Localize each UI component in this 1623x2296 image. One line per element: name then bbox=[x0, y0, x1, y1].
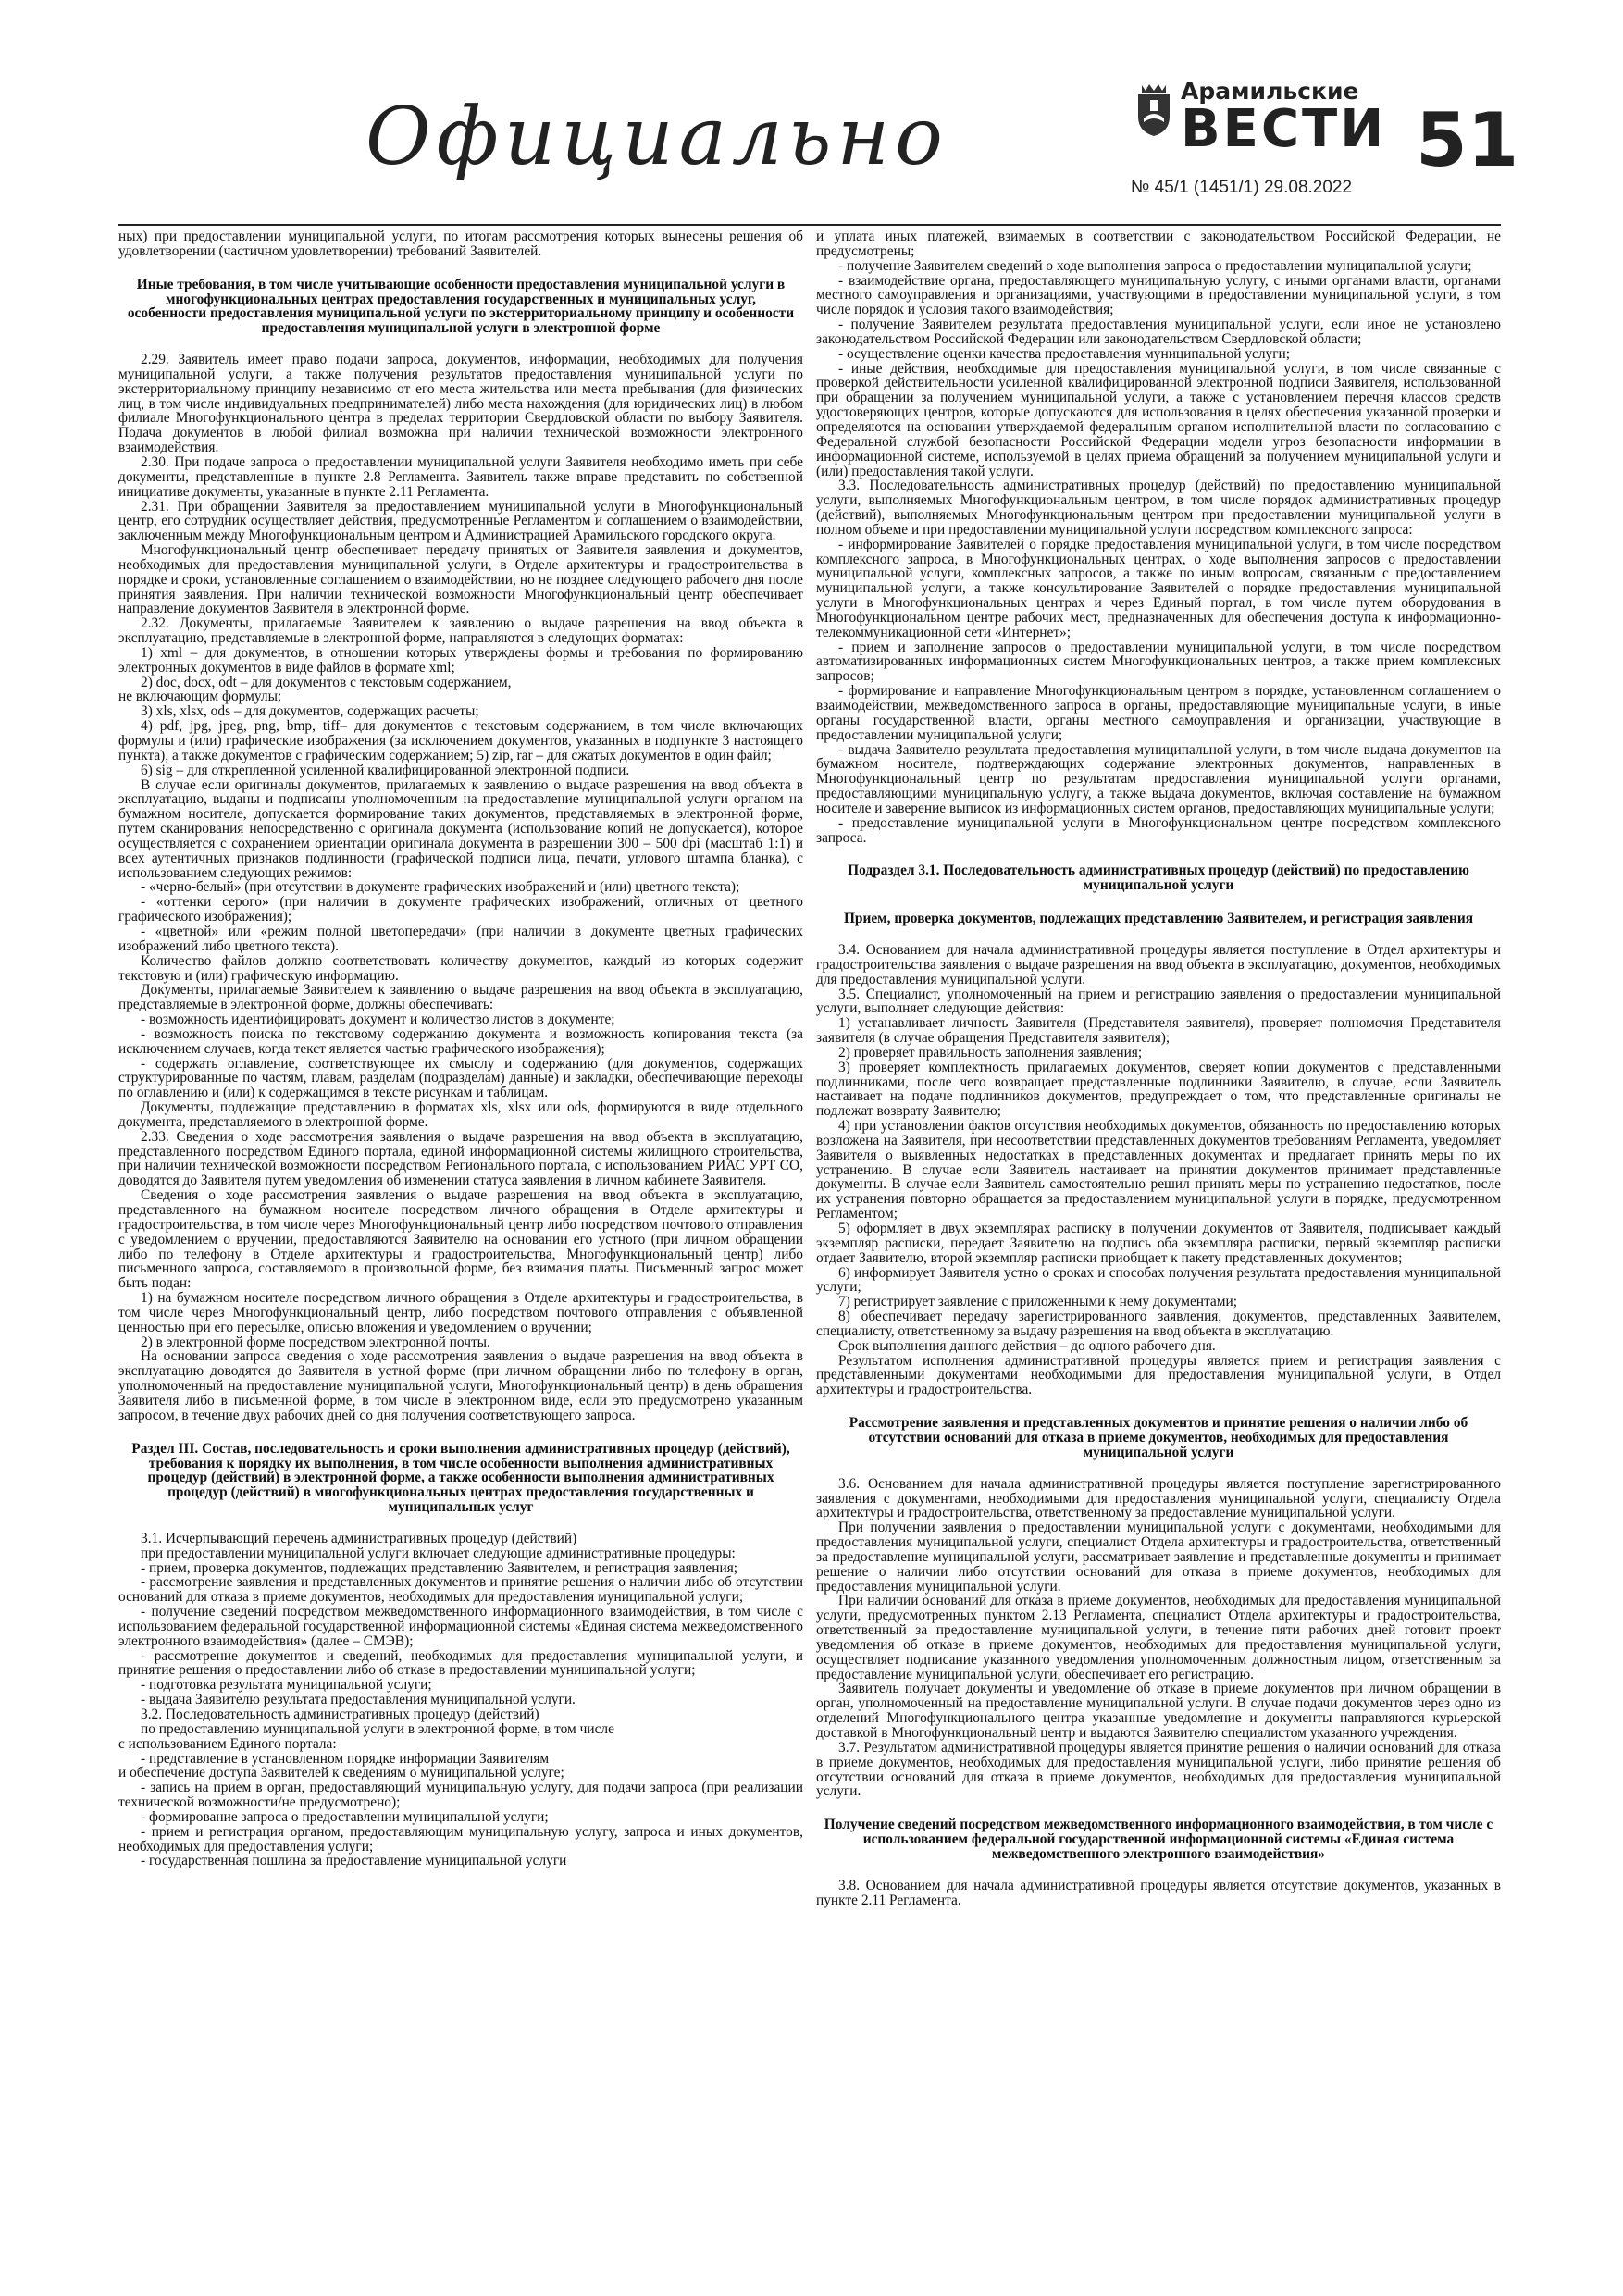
paragraph: 3.5. Специалист, уполномоченный на прием и регистрацию заявления о предоставлении муниципальной услуги, выполняет следующие действия: bbox=[816, 986, 1501, 1017]
paragraph: 6) информирует Заявителя устно о сроках и способах получения результата предоставления муниципальной услуги; bbox=[816, 1264, 1501, 1296]
paragraph: 3.8. Основанием для начала административной процедуры является отсутствие документов, указанных в пункте 2.11 Регламента. bbox=[816, 1877, 1501, 1908]
paragraph: - выдача Заявителю результата предоставления муниципальной услуги. bbox=[141, 1692, 576, 1708]
issue-line: № 45/1 (1451/1) 29.08.2022 bbox=[1131, 178, 1353, 197]
paragraph: Количество файлов должно соответствовать количеству документов, каждый из которых содержит текстовую и (или) графическую информацию. bbox=[118, 952, 803, 984]
paragraph: - формирование запроса о предоставлении муниципальной услуги; bbox=[141, 1808, 549, 1825]
paragraph: - представление в установленном порядке информации Заявителям bbox=[141, 1750, 550, 1767]
paragraph: с использованием Единого портала: bbox=[118, 1735, 337, 1752]
paragraph: 3) проверяет комплектность прилагаемых документов, сверяет копии документов с представленными подлинниками, после чего возвращает представленные подлинники Заявителю, в случае, если Заявитель настаивает на подаче подлинников документов, предупреждает о том, что представленные оригиналы не подлежат возврату Заявителю; bbox=[816, 1059, 1501, 1120]
paragraph: Документы, подлежащие представлению в форматах xls, xlsx или ods, формируются в виде отдельного документа, представляемого в электронной форме. bbox=[118, 1099, 803, 1130]
paragraph: и обеспечение доступа Заявителей к сведениям о муниципальной услуге; bbox=[118, 1765, 564, 1781]
paragraph: 1) на бумажном носителе посредством личного обращения в Отделе архитектуры и градостроительства, в том числе через Многофункциональный центр, либо посредством почтового отправления с объявленной ценностью при его пересылке, описью вложения и уведомлением о вручении; bbox=[118, 1290, 803, 1335]
paragraph: 1) xml – для документов, в отношении которых утверждены формы и требования по формированию электронных документов в виде файлов в формате xml; bbox=[118, 644, 803, 676]
paragraph: - взаимодействие органа, предоставляющего муниципальную услугу, с иными органами власти, органами местного самоуправления и организациями, участвующими в предоставлении муниципальной услуги, в том числе порядок и условия такого взаимодействия; bbox=[816, 272, 1501, 318]
logo-main-text: ВЕСТИ bbox=[1181, 99, 1387, 159]
paragraph: - «цветной» или «режим полной цветопередачи» (при наличии в документе цветных графических изображений либо цветного текста). bbox=[118, 923, 803, 954]
paragraph: Многофункциональный центр обеспечивает передачу принятых от Заявителя заявления и документов, необходимых для предоставления муниципальной услуги, в Отделе архитектуры и градостроительства в порядке и сроки, установленные соглашением о взаимодействии, но не позднее следующего рабочего дня после принятия заявления. При наличии технической возможности Многофункциональный центр обеспечивает направление документов Заявителя в электронной форме. bbox=[118, 542, 803, 617]
paragraph: - «оттенки серого» (при наличии в документе графических изображений, отличных от цветного графического изображения); bbox=[118, 894, 803, 925]
section-heading: Рассмотрение заявления и представленных документов и принятие решения о наличии либо об отсутствии оснований для отказа в приеме документов, необходимых для предоставления муниципальной услуги bbox=[849, 1415, 1468, 1460]
paragraph: 3.7. Результатом административной процедуры является принятие решения о наличии оснований для отказа в приеме документов, необходимых для предоставления муниципальной услуги, либо принятие решения об отсутствии оснований для отказа в приеме документов, необходимых для предоставления муниципальной услуги. bbox=[816, 1739, 1501, 1800]
section-heading: Иные требования, в том числе учитывающие особенности предоставления муниципальной услуги в многофункциональных центрах предоставления государственных и муниципальных услуг, особенности предоставления муниципальной услуги по экстерриториальному принципу и особенности предоставления муниципальной услуги в электронной форме bbox=[127, 276, 795, 337]
section-title: Официально bbox=[365, 91, 948, 183]
paragraph: - прием и регистрация органом, предоставляющим муниципальную услугу, запроса и иных документов, необходимых для предоставления услуги; bbox=[118, 1823, 803, 1855]
paragraph: - прием и заполнение запросов о предоставлении муниципальной услуги, в том числе посредством автоматизированных информационных систем Многофункциональных центров, а также прием комплексных запросов; bbox=[816, 639, 1501, 685]
section-heading: Подраздел 3.1. Последовательность административных процедур (действий) по предоставлению муниципальной услуги bbox=[848, 863, 1469, 894]
paragraph: - выдача Заявителю результата предоставления муниципальной услуги, в том числе выдача документов на бумажном носителе, подтверждающих содержание электронных документов, направленных в Многофункциональный центр по результатам предоставления муниципальной услуги органами, предоставляющими муниципальную услугу, а также выдача документов, включая составление на бумажном носителе и заверение выписок из информационных систем органов, предоставляющих муниципальные услуги; bbox=[816, 741, 1501, 816]
paragraph: 2.29. Заявитель имеет право подачи запроса, документов, информации, необходимых для получения муниципальной услуги, а также получения результатов предоставления муниципальной услуги по экстерриториальному принципу независимо от его места жительства или места пребывания (для физических лиц, в том числе индивидуальных предпринимателей) либо места нахождения (для юридических лиц) в любом филиале Многофункционального центра в пределах территории Свердловской области по выбору Заявителя. Подача документов в любой филиал возможна при наличии технической возможности электронного взаимодействия. bbox=[118, 352, 803, 456]
paragraph: 8) обеспечивает передачу зарегистрированного заявления, документов, представленных Заявителем, специалисту, ответственному за выдачу разрешения на ввод объекта в эксплуатацию. bbox=[816, 1309, 1501, 1339]
paragraph: Сведения о ходе рассмотрения заявления о выдаче разрешения на ввод объекта в эксплуатацию, представленного на бумажном носителе посредством личного обращения в Отделе архитектуры и градостроительства, в том числе через Многофункциональный центр либо посредством почтового отправления с уведомлением о вручении, предоставляются Заявителю на основании его устного (при личном обращении либо по телефону в Отделе архитектуры и градостроительства, Многофункциональный центр) либо письменного запроса, составляемого в произвольной форме, без взимания платы. Письменный запрос может быть подан: bbox=[118, 1187, 803, 1292]
paragraph: Срок выполнения данного действия – до одного рабочего дня. bbox=[838, 1337, 1216, 1354]
paragraph: 2.31. При обращении Заявителя за предоставлением муниципальной услуги в Многофункциональный центр, его сотрудник осуществляет действия, предусмотренные Регламентом и соглашением о взаимодействии, заключенным между Многофункциональным центром и Администрацией Арамильского городского округа. bbox=[118, 498, 803, 544]
paragraph: - содержать оглавление, соответствующее их смыслу и содержанию (для документов, содержащих структурированные по частям, главам, разделам (подразделам) данные) и закладки, обеспечивающие переходы по оглавлению и (или) к содержащимся в тексте рисункам и таблицам. bbox=[118, 1055, 803, 1101]
paragraph: Заявитель получает документы и уведомление об отказе в приеме документов при личном обращении в орган, уполномоченный на предоставление муниципальной услуги. В случае подачи документов через одно из отделений Многофункционального центра указанные уведомление и документы направляются курьерской доставкой в Многофункциональный центр и выдаются Заявителю специалистом указанного учреждения. bbox=[816, 1681, 1501, 1741]
paragraph: 3.3. Последовательность административных процедур (действий) по предоставлению муниципальной услуги, выполняемых Многофункциональным центром, в том числе порядок административных процедур (действий), выполняемых Многофункциональным центром при предоставлении муниципальной услуги в полном объеме и при предоставлении муниципальной услуги посредством комплексного запроса: bbox=[816, 478, 1501, 538]
paragraph: - запись на прием в орган, предоставляющий муниципальную услугу, для подачи запроса (при реализации технической возможности/не предусмотрено); bbox=[118, 1780, 803, 1811]
section-heading: Раздел III. Состав, последовательность и сроки выполнения административных процедур (действий), требования к порядку их выполнения, в том числе особенности выполнения административных процедур (действий) в электронной форме, а также особенности выполнения административных процедур (действий) в многофункциональных центрах предоставления государственных и муниципальных услуг bbox=[131, 1440, 790, 1516]
paragraph: - иные действия, необходимые для предоставления муниципальной услуги, в том числе связанные с проверкой действительности усиленной квалифицированной электронной подписи Заявителя, использованной при обращении за получением муниципальной услуги, а также с установлением перечня классов средств удостоверяющих центров, которые допускаются для использования в целях обеспечения указанной проверки и определяются на основании утверждаемой федеральным органом исполнительной власти по согласованию с Федеральной службой безопасности Российской Федерации модели угроз безопасности информации в информационной системе, используемой в целях приема обращений за получением муниципальной услуги и (или) предоставления такой услуги. bbox=[816, 360, 1501, 479]
paragraph: - получение сведений посредством межведомственного информационного взаимодействия, в том числе с использованием федеральной государственной информационной системы «Единая система межведомственного электронного взаимодействия» (далее – СМЭВ); bbox=[118, 1604, 803, 1649]
paragraph: 7) регистрирует заявление с приложенными к нему документами; bbox=[838, 1294, 1238, 1310]
paragraph: 3.1. Исчерпывающий перечень административных процедур (действий) bbox=[141, 1530, 577, 1546]
paragraph: - получение Заявителем результата предоставления муниципальной услуги, если иное не установлено законодательством Российской Федерации или законодательством Свердловской области; bbox=[816, 316, 1501, 347]
paragraph: 6) sig – для открепленной усиленной квалифицированной электронной подписи. bbox=[141, 762, 630, 778]
paragraph: - рассмотрение заявления и представленных документов и принятие решения о наличии либо об отсутствии оснований для отказа в приеме документов, необходимых для предоставления муниципальной услуги; bbox=[118, 1574, 803, 1606]
paragraph: При наличии оснований для отказа в приеме документов, необходимых для предоставления муниципальной услуги, предусмотренных пунктом 2.13 Регламента, специалист Отдела архитектуры и градостроительства, ответственный за предоставление муниципальной услуги, в течение пяти рабочих дней готовит проект уведомления об отказе в приеме документов, необходимых для предоставления муниципальной услуги, осуществляет подписание указанного уведомления уполномоченным должностным лицом, ответственным за предоставление муниципальной услуги, обеспечивает его регистрацию. bbox=[816, 1593, 1501, 1682]
paragraph: 2.30. При подаче запроса о предоставлении муниципальной услуги Заявителя необходимо иметь при себе документы, представленные в пункте 2.8 Регламента. Заявитель также вправе представить по собственной инициативе документы, указанные в пункте 2.11 Регламента. bbox=[118, 453, 803, 500]
paragraph: ных) при предоставлении муниципальной услуги, по итогам рассмотрения которых вынесены решения об удовлетворении (частичном удовлетворении) требований Заявителей. bbox=[118, 230, 803, 259]
paragraph: Документы, прилагаемые Заявителем к заявлению о выдаче разрешения на ввод объекта в эксплуатацию, представляемые в электронной форме, должны обеспечивать: bbox=[118, 982, 803, 1013]
paragraph: 2.32. Документы, прилагаемые Заявителем к заявлению о выдаче разрешения на ввод объекта в эксплуатацию, представляемые в электронной форме, направляются в следующих форматах: bbox=[118, 615, 803, 647]
paragraph: 3) xls, xlsx, ods – для документов, содержащих расчеты; bbox=[141, 703, 479, 720]
paragraph: по предоставлению муниципальной услуги в электронной форме, в том числе bbox=[141, 1720, 614, 1737]
paragraph: не включающим формулы; bbox=[118, 689, 282, 705]
paragraph: 4) при установлении фактов отсутствия необходимых документов, обязанность по предоставлению которых возложена на Заявителя, при несоответствии представленных документов требованиям Регламента, уведомляет Заявителя о выявленных недостатках в представленных документах и предлагает принять меры по их устранению. В случае если Заявитель настаивает на принятии документов принимает представленные документы. В случае если Заявитель самостоятельно решил принять меры по устранению недостатков, после их устранения повторно обращается за предоставлением муниципальной услуги в порядке, предусмотренном Регламентом; bbox=[816, 1118, 1501, 1222]
coat-of-arms-icon bbox=[1134, 81, 1173, 137]
paragraph: При получении заявления о предоставлении муниципальной услуги с документами, необходимыми для предоставления муниципальной услуги, специалист Отдела архитектуры и градостроительства, ответственный за предоставление муниципальной услуги, рассматривает заявление и представленные документы и принимает решение о наличии либо отсутствии оснований для отказа в приеме документов, необходимых для предоставления муниципальной услуги. bbox=[816, 1520, 1501, 1595]
paragraph: 4) pdf, jpg, jpeg, png, bmp, tiff– для документов с текстовым содержанием, в том числе включающих формулы и (или) графические изображения (за исключением документов, указанных в подпункте 3 настоящего пункта), а также документов с графическим содержанием; 5) zip, rar – для сжатых документов в один файл; bbox=[118, 718, 803, 763]
paragraph: - возможность поиска по текстовому содержанию документа и возможность копирования текста (за исключением случаев, когда текст является частью графического изображения); bbox=[118, 1025, 803, 1057]
paragraph: В случае если оригиналы документов, прилагаемых к заявлению о выдаче разрешения на ввод объекта в эксплуатацию, выданы и подписаны уполномоченным на предоставление муниципальной услуги органом на бумажном носителе, допускается формирование таких документов, представляемых в электронной форме, путем сканирования непосредственно с оригинала документа (использование копий не допускается), которое осуществляется с сохранением ориентации оригинала документа в разрешении 300 – 500 dpi (масштаб 1:1) и всех аутентичных признаков подлинности (графической подписи лица, печати, углового штампа бланка), с использованием следующих режимов: bbox=[118, 776, 803, 881]
paragraph: 2) в электронной форме посредством электронной почты. bbox=[141, 1334, 490, 1350]
header-rule bbox=[118, 224, 1501, 226]
paragraph: 3.6. Основанием для начала административной процедуры является поступление зарегистрированного заявления с документами, необходимыми для предоставления муниципальной услуги, специалисту Отдела архитектуры и градостроительства, ответственному за предоставление муниципальной услуги. bbox=[816, 1475, 1501, 1521]
paragraph: - информирование Заявителей о порядке предоставления муниципальной услуги, в том числе посредством комплексного запроса, в Многофункциональных центрах, о ходе выполнения запросов о предоставлении муниципальной услуги, комплексных запросов, а также по иным вопросам, связанным с предоставлением муниципальной услуги, а также консультирование Заявителей о порядке предоставления муниципальной услуги в Многофункциональных центрах и через Единый портал, в том числе путем оборудования в Многофункциональном центре рабочих мест, предназначенных для обеспечения доступа к информационно-телекоммуникационной сети «Интернет»; bbox=[816, 536, 1501, 640]
right-column bbox=[816, 230, 1501, 2265]
paragraph: Результатом исполнения административной процедуры является прием и регистрация заявления с представленными документами необходимыми для предоставления муниципальной услуги, в Отдел архитектуры и градостроительства. bbox=[816, 1352, 1501, 1398]
paragraph: - «черно-белый» (при отсутствии в документе графических изображений и (или) цветного текста); bbox=[141, 879, 740, 896]
paragraph: 2) doc, docx, odt – для документов с текстовым содержанием, bbox=[141, 674, 512, 690]
paragraph: и уплата иных платежей, взимаемых в соответствии с законодательством Российской Федерации, не предусмотрены; bbox=[816, 230, 1501, 259]
page-number: 51 bbox=[1416, 97, 1519, 183]
paragraph: - получение Заявителем сведений о ходе выполнения запроса о предоставлении муниципальной услуги; bbox=[838, 257, 1472, 274]
paragraph: - подготовка результата муниципальной услуги; bbox=[141, 1677, 432, 1694]
paragraph: - возможность идентифицировать документ и количество листов в документе; bbox=[141, 1011, 615, 1028]
paragraph: - государственная пошлина за предоставление муниципальной услуги bbox=[141, 1853, 567, 1869]
left-column bbox=[118, 230, 803, 2265]
paragraph: при предоставлении муниципальной услуги включает следующие административные процедуры: bbox=[141, 1545, 736, 1561]
paragraph: 5) оформляет в двух экземплярах расписку в получении документов от Заявителя, подписывает каждый экземпляр расписки, передает Заявителю на подпись оба экземпляра расписки, первый экземпляр расписки отдает Заявителю, второй экземпляр расписки приобщает к пакету представленных документов; bbox=[816, 1221, 1501, 1266]
paragraph: На основании запроса сведения о ходе рассмотрения заявления о выдаче разрешения на ввод объекта в эксплуатацию доводятся до Заявителя в устной форме (при личном обращении либо по телефону в орган, уполномоченный на предоставление муниципальной услуги, Многофункциональный центр) в день обращения Заявителя либо в письменной форме, в том числе в электронном виде, если это предусмотрено указанным запросом, в течение двух рабочих дней со дня получения соответствующего запроса. bbox=[118, 1348, 803, 1423]
logo-top-text: Арамильские bbox=[1181, 78, 1359, 105]
section-heading: Прием, проверка документов, подлежащих представлению Заявителем, и регистрация заявления bbox=[843, 911, 1474, 927]
paragraph: 2) проверяет правильность заполнения заявления; bbox=[838, 1044, 1143, 1061]
paragraph: - предоставление муниципальной услуги в Многофункциональном центре посредством комплексного запроса. bbox=[816, 814, 1501, 846]
paragraph: - формирование и направление Многофункциональным центром в порядке, установленном соглашением о взаимодействии, межведомственного запроса в органы, предоставляющие муниципальные услуги, в иные органы государственной власти, органы местного самоуправления и организации, участвующие в предоставлении муниципальной услуги; bbox=[816, 683, 1501, 743]
section-heading: Получение сведений посредством межведомственного информационного взаимодействия, в том числе с использованием федеральной государственной информационной системы «Единая система межведомственного электронного взаимодействия» bbox=[824, 1817, 1493, 1862]
paragraph: 2.33. Сведения о ходе рассмотрения заявления о выдаче разрешения на ввод объекта в эксплуатацию, представленного посредством Единого портала, единой информационной системы жилищного строительства, при наличии технической возможности посредством Регионального портала, с использованием РИАС УРТ СО, доводятся до Заявителя путем уведомления об изменении статуса заявления в личном кабинете Заявителя. bbox=[118, 1128, 803, 1189]
paragraph: 3.4. Основанием для начала административной процедуры является поступление в Отдел архитектуры и градостроительства заявления о выдаче разрешения на ввод объекта в эксплуатацию, документов, необходимых для предоставления муниципальной услуги. bbox=[816, 941, 1501, 987]
paragraph: - осуществление оценки качества предоставления муниципальной услуги; bbox=[838, 345, 1291, 362]
paragraph: 1) устанавливает личность Заявителя (Представителя заявителя), проверяет полномочия Представителя заявителя (в случае обращения Представителя заявителя); bbox=[816, 1015, 1501, 1047]
paragraph: - рассмотрение документов и сведений, необходимых для предоставления муниципальной услуги, и принятие решения о предоставлении либо об отказе в предоставлении муниципальной услуги; bbox=[118, 1647, 803, 1679]
paragraph: - прием, проверка документов, подлежащих представлению Заявителем, и регистрация заявления; bbox=[141, 1559, 738, 1576]
paragraph: 3.2. Последовательность административных процедур (действий) bbox=[141, 1706, 539, 1722]
